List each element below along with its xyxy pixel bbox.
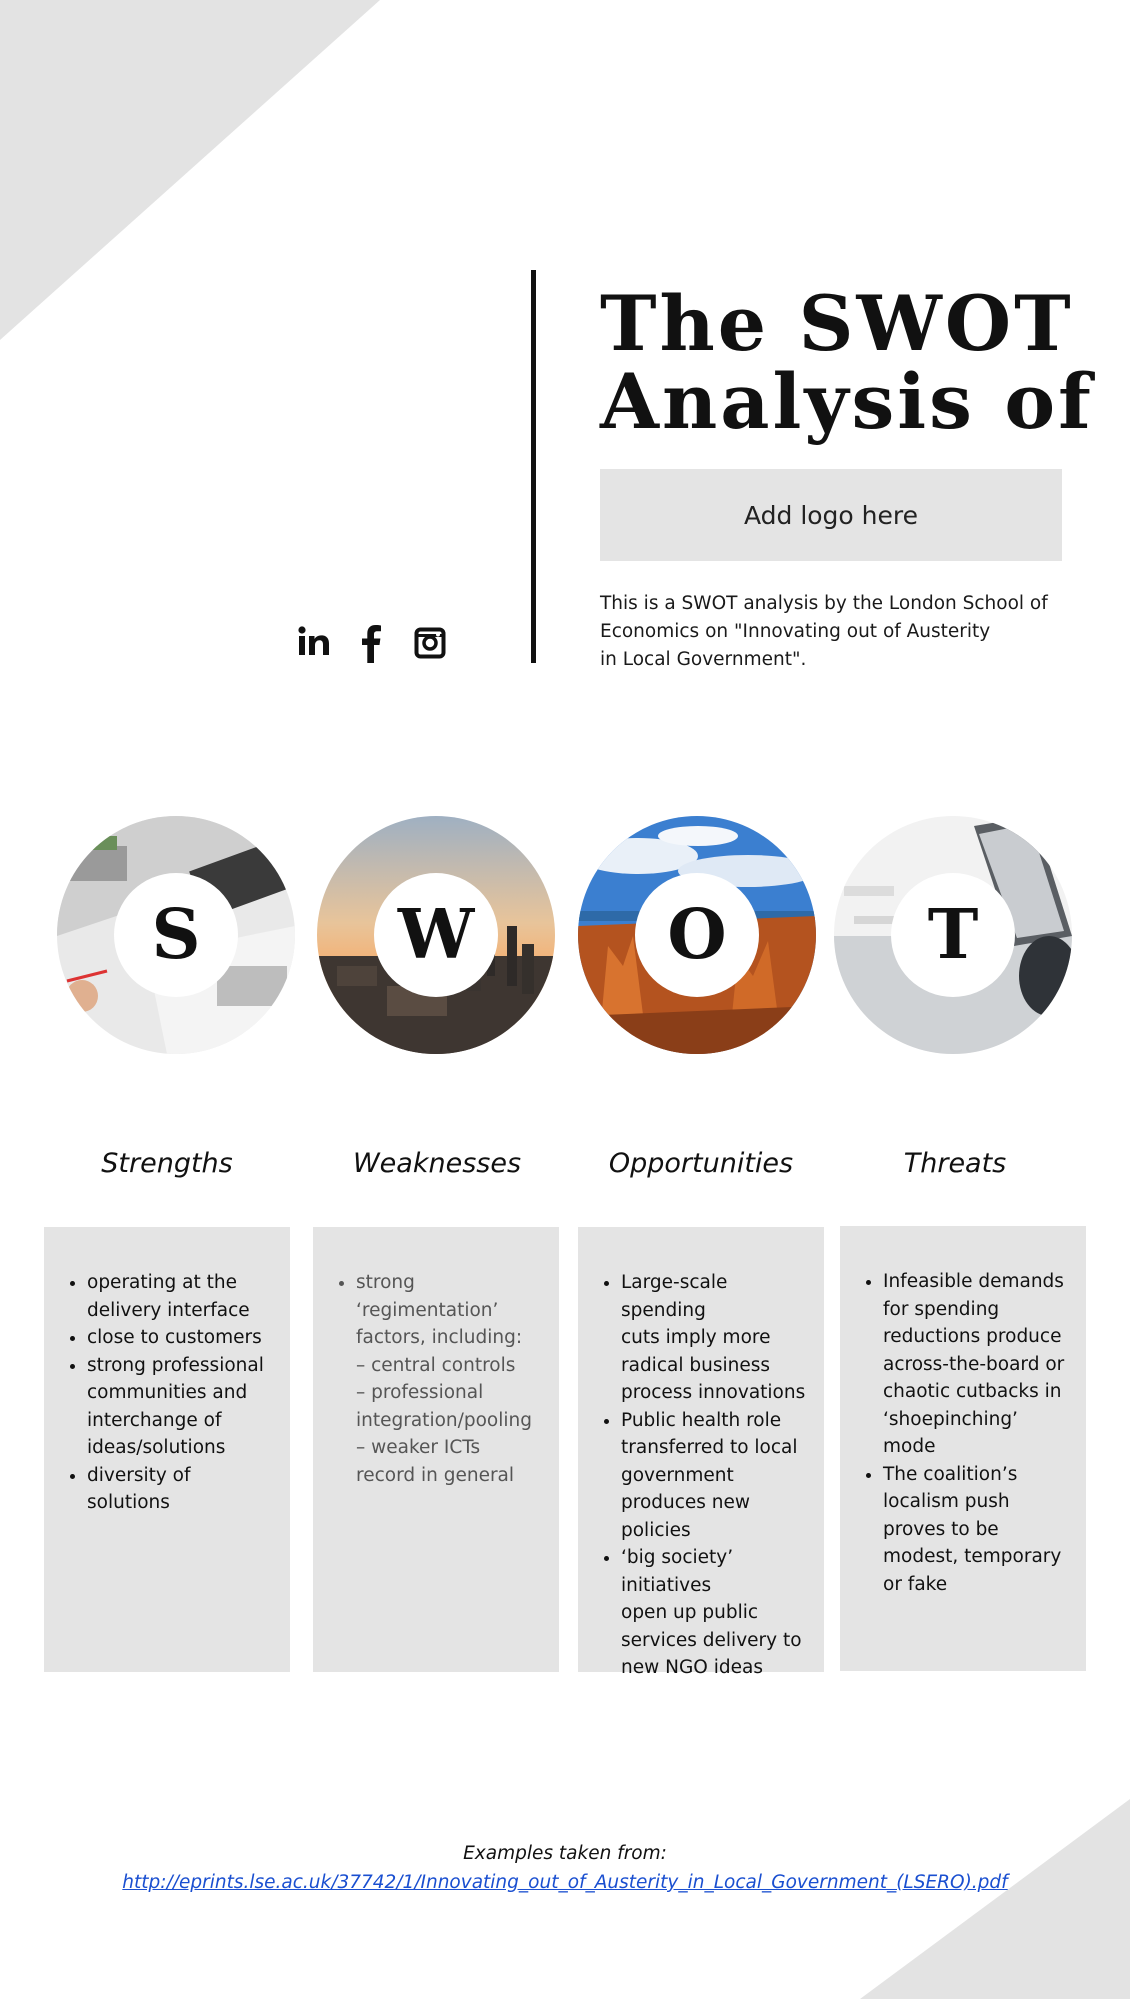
list-item: • strong professional communities and interchange of ideas/solutions [87,1352,274,1462]
letter-s: S [114,873,238,997]
weaknesses-panel [313,1227,559,1672]
logo-placeholder-label: Add logo here [743,500,919,530]
facebook-icon[interactable] [360,623,382,663]
letter-w: W [374,873,498,997]
opportunities-panel [578,1227,824,1678]
list-item: • ‘big society’ initiatives open up public services delivery to new NGO ideas [621,1544,808,1682]
strengths-circle-image [57,816,295,1054]
description: This is a SWOT analysis by the London School of Economics on "Innovating out of Austerity in Local Government". [600,593,1048,670]
threats-list [858,1268,1070,1598]
list-item: • The coalition’s localism push proves to be modest, temporary or fake [883,1461,1070,1599]
title-line-2: Analysis of [600,357,1094,446]
weaknesses-circle-image [317,816,555,1054]
strengths-panel [44,1227,290,1672]
threats-panel [840,1226,1086,1671]
list-item: • Infeasible demands for spending reductions produce across-the-board or chaotic cutbacks in ‘shoepinching’ mode [883,1268,1070,1461]
source-label: Examples taken from: [463,1843,667,1864]
strengths-list [62,1269,274,1517]
letter-t: T [891,873,1015,997]
opportunities-heading: Opportunities [608,1148,794,1179]
source-link[interactable]: http://eprints.lse.ac.uk/37742/1/Innovating_out_of_Austerity_in_Local_Government_(LSERO).pdf [122,1872,1008,1893]
list-item: • operating at the delivery interface [87,1269,274,1324]
opportunities-list [596,1269,808,1682]
list-item: • Large-scale spending cuts imply more radical business process innovations [621,1269,808,1407]
vertical-divider [531,270,536,663]
list-item: • Public health role transferred to local government produces new policies [621,1407,808,1545]
letter-o: O [635,873,759,997]
threats-heading: Threats [903,1148,1007,1179]
list-item: • diversity of solutions [87,1462,274,1517]
title-line-1: The SWOT [600,279,1074,368]
logo-placeholder[interactable] [600,469,1062,561]
opportunities-circle-image [578,816,816,1054]
list-item: • strong ‘regimentation’ factors, including: – central controls – professional integration/pooling – weaker ICTs record in general [356,1269,543,1489]
corner-decoration-bottom-right [860,1799,1130,1999]
corner-decoration-top-left [0,0,380,340]
page-title [600,279,1120,446]
list-item: • close to customers [87,1324,274,1352]
threats-circle-image [834,816,1072,1054]
linkedin-icon[interactable] [298,623,332,663]
instagram-icon[interactable] [414,623,446,663]
weaknesses-heading: Weaknesses [352,1148,522,1179]
strengths-heading: Strengths [101,1148,233,1179]
weaknesses-list [331,1269,543,1489]
